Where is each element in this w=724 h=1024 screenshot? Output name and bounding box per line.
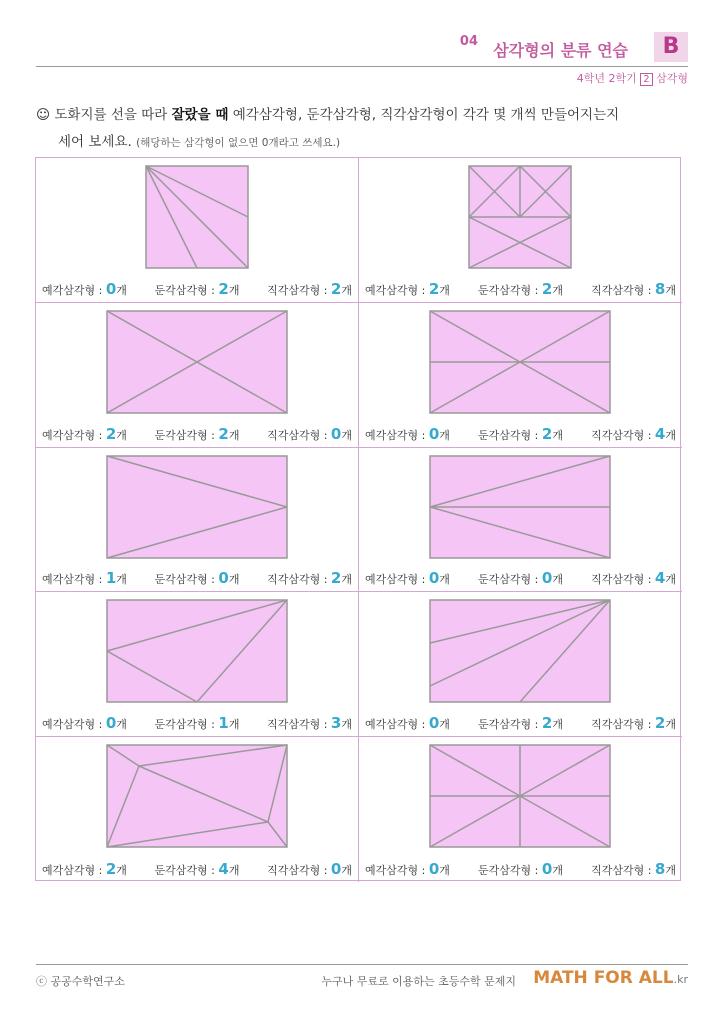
grade-unit-label <box>577 70 688 86</box>
page-header <box>36 30 688 67</box>
site-logo: MATH FOR ALL.kr <box>533 968 688 988</box>
problem-grid <box>35 157 681 881</box>
answer-row: 예각삼각형 : 2개 둔각삼각형 : 2개 직각삼각형 : 0개 <box>42 424 352 443</box>
tagline: 누구나 무료로 이용하는 초등수학 문제지 <box>321 975 516 988</box>
answer-row: 예각삼각형 : 2개 둔각삼각형 : 4개 직각삼각형 : 0개 <box>42 859 352 878</box>
problem-cell <box>36 448 359 593</box>
instruction-note: (해당하는 삼각형이 없으면 0개라고 쓰세요.) <box>136 137 341 149</box>
worksheet-title: 삼각형의 분류 연습 <box>493 41 628 60</box>
problem-cell <box>359 737 682 882</box>
unit-label: 삼각형 <box>656 72 688 85</box>
instruction-line-2: 세어 보세요. (해당하는 삼각형이 없으면 0개라고 쓰세요.) <box>58 134 341 150</box>
smiley-icon: ☺ <box>36 107 51 123</box>
copyright: ⓒ 공공수학연구소 <box>36 975 125 988</box>
problem-cell <box>36 592 359 737</box>
problem-cell <box>359 592 682 737</box>
problem-cell <box>36 303 359 448</box>
worksheet-number: 04 <box>459 34 478 49</box>
problem-cell <box>359 303 682 448</box>
answer-row: 예각삼각형 : 0개 둔각삼각형 : 0개 직각삼각형 : 4개 <box>365 569 676 588</box>
grade-label: 4학년 2학기 <box>576 72 637 85</box>
instruction-line-1: ☺ 도화지를 선을 따라 잘랐을 때 예각삼각형, 둔각삼각형, 직각삼각형이 각각 몇 개씩 만들어지는지 <box>36 107 620 123</box>
problem-cell <box>36 158 359 303</box>
unit-number: 2 <box>640 73 652 86</box>
problem-cell <box>359 158 682 303</box>
level-badge: B <box>654 32 688 62</box>
answer-row: 예각삼각형 : 2개 둔각삼각형 : 2개 직각삼각형 : 8개 <box>365 279 676 298</box>
answer-row: 예각삼각형 : 0개 둔각삼각형 : 2개 직각삼각형 : 2개 <box>365 714 676 733</box>
answer-row: 예각삼각형 : 1개 둔각삼각형 : 0개 직각삼각형 : 2개 <box>42 569 352 588</box>
answer-row: 예각삼각형 : 0개 둔각삼각형 : 1개 직각삼각형 : 3개 <box>42 714 352 733</box>
page-footer <box>36 964 688 988</box>
problem-cell <box>359 448 682 593</box>
answer-row: 예각삼각형 : 0개 둔각삼각형 : 2개 직각삼각형 : 2개 <box>42 279 352 298</box>
answer-row: 예각삼각형 : 0개 둔각삼각형 : 0개 직각삼각형 : 8개 <box>365 859 676 878</box>
answer-row: 예각삼각형 : 0개 둔각삼각형 : 2개 직각삼각형 : 4개 <box>365 424 676 443</box>
problem-cell <box>36 737 359 882</box>
